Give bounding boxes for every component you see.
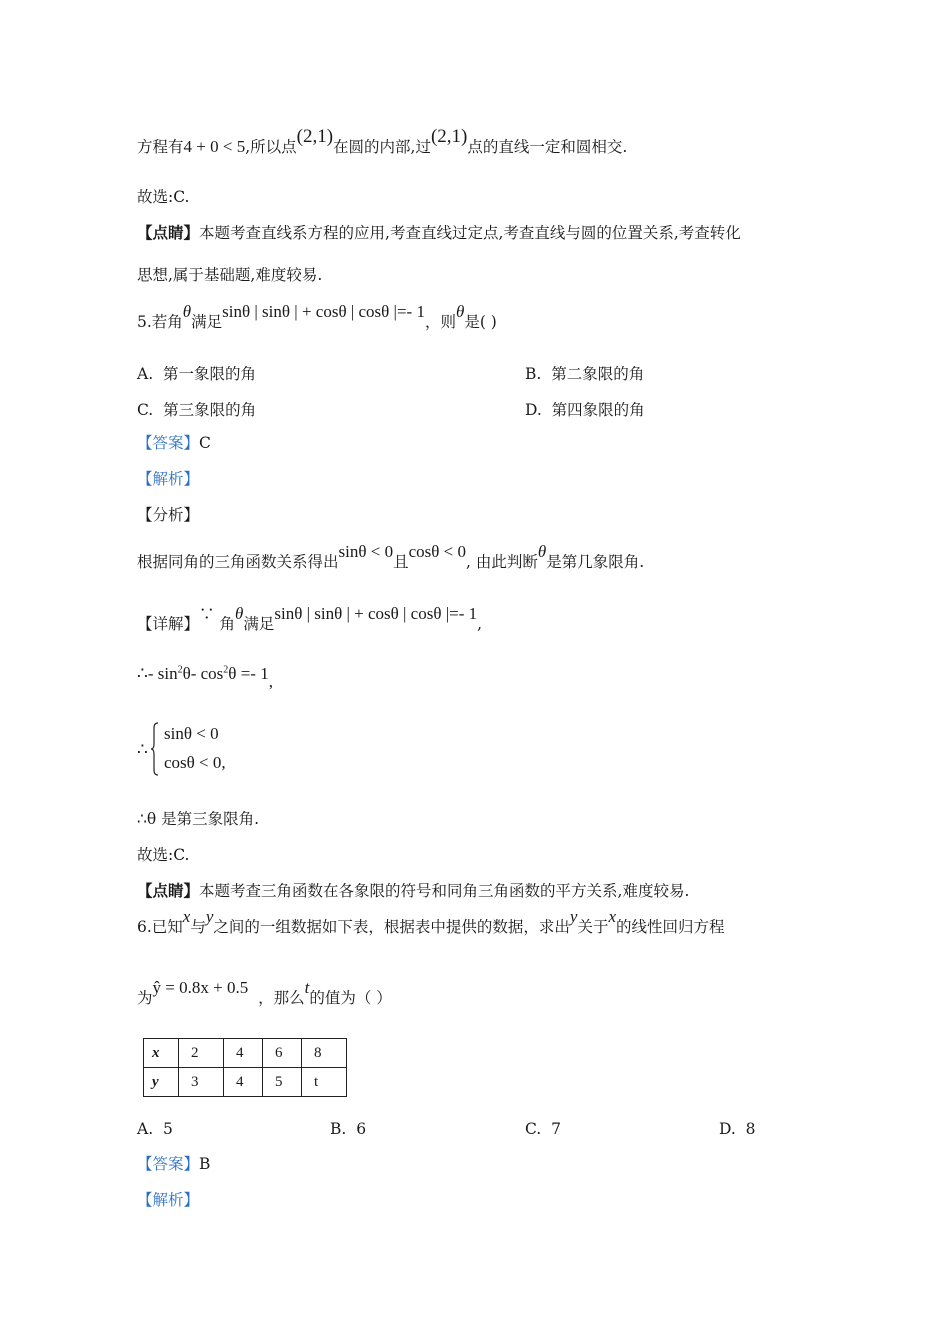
text: , [477, 615, 483, 633]
table-cell: 8 [302, 1039, 347, 1068]
option-letter: D. [719, 1120, 736, 1138]
math-regression-equation: ŷ = 0.8x + 0.5 [152, 978, 249, 997]
answer-value: B [199, 1155, 211, 1173]
answer-line [137, 434, 211, 453]
math-inequality: 4 + 0 < 5 [183, 137, 246, 156]
table-cell: 3 [179, 1068, 224, 1097]
text: 在圆的内部,过 [333, 138, 431, 156]
option-text: 7 [551, 1120, 561, 1138]
option-d[interactable] [525, 398, 645, 420]
option-letter: C. [137, 401, 154, 419]
math-t: t [304, 978, 310, 997]
text: 满足 [243, 615, 275, 633]
option-text: 第四象限的角 [551, 401, 645, 419]
option-b[interactable] [525, 362, 644, 384]
analysis-tag: 【解析】 [137, 1191, 200, 1209]
table-cell: x [144, 1039, 179, 1068]
math-condition: sinθ | sinθ | + cosθ | cosθ |=- 1 [274, 604, 478, 623]
detail-tag: 【详解】 [137, 615, 200, 633]
text: , 由此判断 [466, 553, 538, 571]
solution-line-1 [137, 126, 628, 159]
math-sin-neg: sinθ < 0 [338, 542, 394, 561]
text: 的值为（ ） [309, 989, 392, 1007]
text: 满足 [191, 313, 223, 331]
math-x: x [182, 907, 191, 926]
math-x: x [608, 907, 617, 926]
table-cell: 6 [263, 1039, 302, 1068]
table-cell: 2 [179, 1039, 224, 1068]
therefore-symbol: ∴ [137, 740, 148, 759]
system-line-1: sinθ < 0 [164, 724, 219, 743]
text: , [268, 672, 273, 691]
question-6-stem-2 [137, 978, 392, 1008]
math-y: y [205, 907, 214, 926]
math-y: y [569, 907, 578, 926]
text: ,所以点 [245, 138, 297, 156]
text: 之间的一组数据如下表，根据表中提供的数据，求出 [213, 918, 570, 936]
option-text: 5 [162, 1120, 173, 1138]
comment-line-2: 思想,属于基础题,难度较易. [137, 266, 323, 284]
text: 与 [190, 918, 206, 936]
option-b[interactable] [330, 1120, 366, 1138]
comment-tag: 【点睛】 [137, 223, 200, 242]
conclusion-line: ∴θ 是第三象限角. [137, 810, 260, 828]
text: 是( ) [464, 313, 497, 331]
table-cell: t [302, 1068, 347, 1097]
comment-line [137, 224, 741, 243]
math-point: (2,1) [296, 126, 334, 147]
math-part: cosθ < 0 [164, 753, 222, 772]
text: 角 [219, 615, 235, 633]
math-theta: θ [455, 302, 465, 321]
math-point: (2,1) [430, 126, 468, 147]
comment-line-3 [137, 882, 689, 901]
option-c[interactable] [525, 1120, 561, 1138]
option-letter: B. [330, 1120, 347, 1138]
choice-line: 故选:C. [137, 188, 190, 206]
table-cell: 5 [263, 1068, 302, 1097]
text: 的线性回归方程 [616, 918, 725, 936]
table-cell: 4 [224, 1039, 263, 1068]
math-theta: θ [537, 542, 547, 561]
system-line-2 [164, 753, 226, 773]
option-letter: A. [137, 365, 154, 383]
text: 点的直线一定和圆相交. [467, 138, 628, 156]
answer-tag: 【答案】 [137, 434, 200, 452]
text: 方程有 [137, 138, 184, 156]
option-c[interactable] [137, 398, 256, 420]
option-a[interactable] [137, 1120, 173, 1138]
math-theta: θ [182, 302, 192, 321]
option-a[interactable] [137, 362, 256, 384]
option-letter: B. [525, 365, 542, 383]
table-cell: 4 [224, 1068, 263, 1097]
comment-text: 本题考查直线系方程的应用,考查直线过定点,考查直线与圆的位置关系,考查转化 [199, 224, 741, 242]
math-part: θ =- 1 [228, 664, 269, 683]
option-text: 6 [356, 1120, 367, 1138]
math-cos-neg: cosθ < 0 [408, 542, 467, 561]
math-part: ∴- sin [137, 664, 178, 683]
answer-line [137, 1155, 210, 1174]
text: 关于 [577, 918, 609, 936]
math-part: θ- cos [182, 664, 224, 683]
superscript: 2 [177, 664, 183, 676]
question-6-stem [137, 907, 725, 937]
option-text: 8 [745, 1120, 756, 1138]
option-d[interactable] [719, 1120, 756, 1138]
text: ，那么 [258, 989, 305, 1007]
comment-text: 本题考查三角函数在各象限的符号和同角三角函数的平方关系,难度较易. [199, 882, 690, 900]
text: ，则 [424, 313, 456, 331]
because-symbol: ∵ [199, 605, 215, 623]
text: 是第几象限角. [546, 553, 645, 571]
table-row [144, 1068, 347, 1097]
table-row [144, 1039, 347, 1068]
brace-icon [151, 722, 159, 776]
option-text: 第一象限的角 [162, 365, 256, 383]
table-cell: y [144, 1068, 179, 1097]
choice-line-2: 故选:C. [137, 846, 190, 864]
text: 且 [393, 553, 409, 571]
option-text: 第三象限的角 [163, 401, 257, 419]
answer-value: C [199, 434, 211, 452]
option-letter: C. [525, 1120, 542, 1138]
detail-line [137, 604, 483, 634]
question-5-stem [137, 302, 497, 332]
option-letter: A. [137, 1120, 154, 1138]
text: 根据同角的三角函数关系得出 [137, 553, 339, 571]
option-text: 第二象限的角 [551, 365, 645, 383]
fenxi-tag: 【分析】 [137, 506, 200, 524]
fenxi-line [137, 542, 645, 572]
comment-tag: 【点睛】 [137, 881, 200, 900]
analysis-tag: 【解析】 [137, 470, 200, 488]
step-1 [137, 664, 273, 691]
superscript: 2 [223, 664, 229, 676]
math-condition: sinθ | sinθ | + cosθ | cosθ |=- 1 [222, 302, 425, 321]
text: 6.已知 [137, 918, 183, 936]
text: , [221, 753, 226, 772]
text: 5.若角 [137, 313, 183, 331]
math-theta: θ [234, 604, 244, 623]
text: 为 [137, 989, 153, 1007]
option-letter: D. [525, 401, 542, 419]
data-table [143, 1038, 347, 1097]
answer-tag: 【答案】 [137, 1155, 200, 1173]
